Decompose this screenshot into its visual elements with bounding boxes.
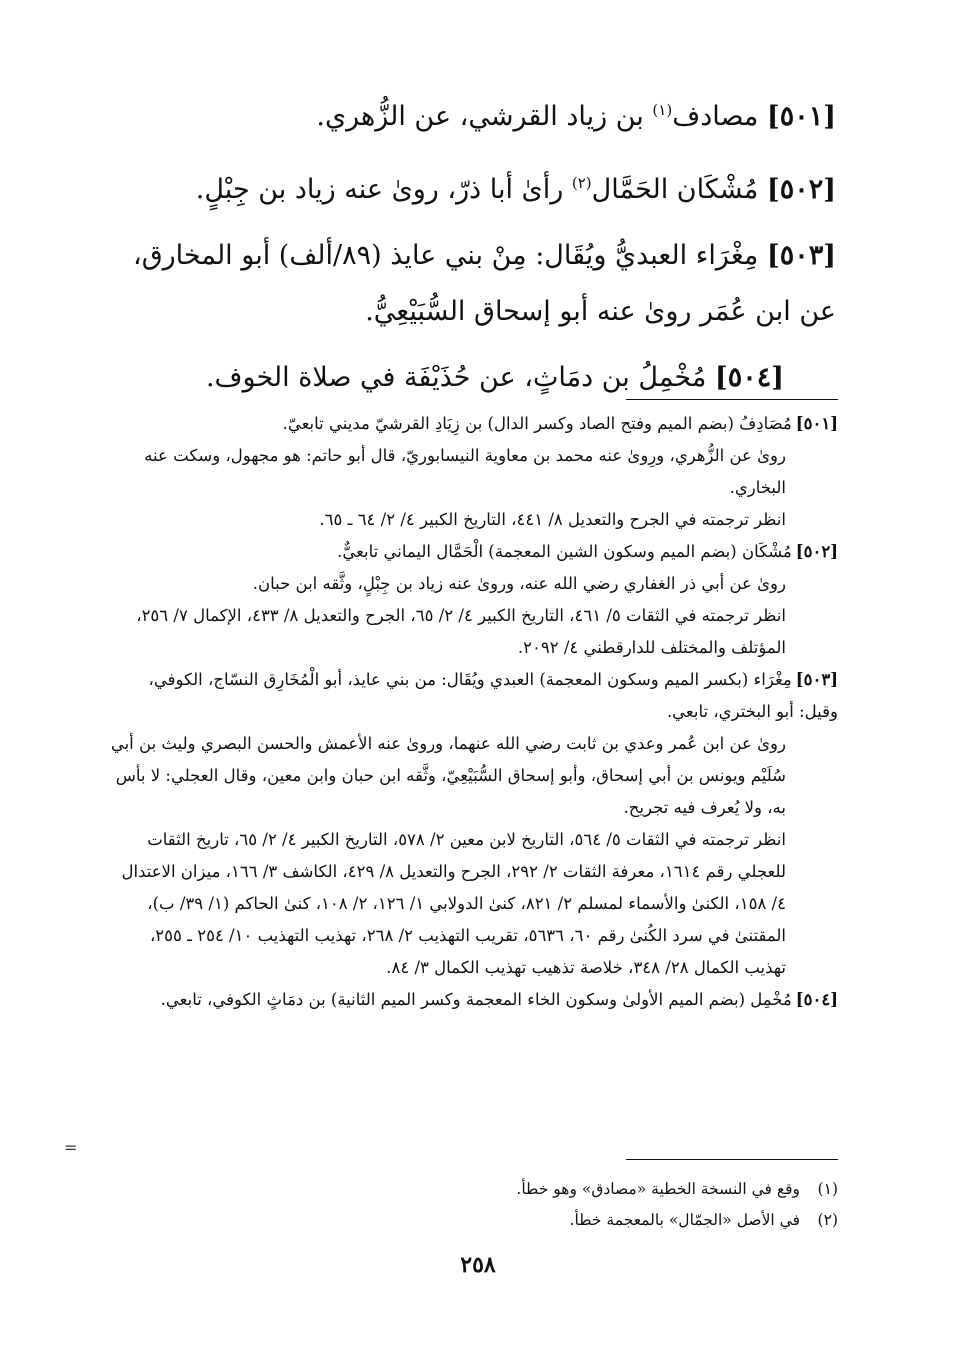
commentary-paragraph: روىٰ عن الزُّهري، ورِوىٰ عنه محمد بن معاوية النيسابوريّ، قال أبو حاتم: هو مجهول، وسكت عنه البخاري. bbox=[144, 446, 786, 497]
main-entry-501 bbox=[110, 82, 836, 145]
main-entry-503 bbox=[110, 228, 836, 340]
main-entry-504 bbox=[110, 350, 836, 406]
footnotes bbox=[300, 1174, 838, 1236]
footnote-text: وقع في النسخة الخطية «مصادق» وهو خطأ. bbox=[516, 1180, 800, 1198]
main-entry-502 bbox=[110, 155, 836, 218]
footnote-divider bbox=[626, 1159, 838, 1160]
entry-text-rest: رأىٰ أبا ذرّ، روىٰ عنه زياد بن جِبْلٍ. bbox=[195, 174, 572, 205]
commentary-paragraph: روىٰ عن ابن عُمر وعدي بن ثابت رضي الله عنهما، وروىٰ عنه الأعمش والحسن البصري وليث بن أبي سُلَيْم ويونس بن أبي إسحاق، وأبو إسحاق السُّبَيْعِيّ، وثَّقه ابن حبان وابن معين، وقال العجلي: لا بأس به، ولا يُعرف فيه تجريح. bbox=[110, 734, 786, 817]
commentary-divider bbox=[626, 399, 838, 400]
entry-number: [٥٠١] bbox=[795, 414, 838, 433]
entry-number: [٥٠٤] bbox=[714, 362, 784, 393]
commentary-entry-504 bbox=[110, 984, 838, 1016]
entry-text: مصادف bbox=[672, 101, 759, 132]
entry-number: [٥٠٣] bbox=[766, 240, 836, 271]
entry-text-rest: بن زياد القرشي، عن الزُّهري. bbox=[316, 101, 653, 132]
footnote-text: في الأصل «الجمّال» بالمعجمة خطأ. bbox=[569, 1211, 800, 1229]
entry-number: [٥٠٣] bbox=[795, 670, 838, 689]
commentary-head bbox=[110, 984, 838, 1016]
entry-text: مُشْكَان الحَمَّال bbox=[591, 174, 759, 205]
commentary-head-text: مُشْكَان (بضم الميم وسكون الشين المعجمة) الْحَمَّال اليماني تابعيٌّ. bbox=[337, 542, 792, 561]
footnote-1 bbox=[300, 1174, 838, 1205]
footnote-ref: (٢) bbox=[571, 174, 592, 192]
continuation-mark: = bbox=[64, 1138, 78, 1157]
commentary-paragraph: روىٰ عن أبي ذر الغفاري رضي الله عنه، وروىٰ عنه زياد بن جِبْلٍ، وثَّقه ابن حبان. bbox=[252, 574, 786, 593]
entry-number: [٥٠٤] bbox=[795, 990, 838, 1009]
entry-text: مُخْمِلُ بن دمَاثٍ، عن حُذَيْفَة في صلاة الخوف. bbox=[205, 362, 707, 393]
footnote-ref: (١) bbox=[652, 101, 673, 119]
commentary-paragraph: انظر ترجمته في الثقات ٥/ ٥٦٤، التاريخ لابن معين ٢/ ٥٧٨، التاريخ الكبير ٤/ ٢/ ٦٥، تاريخ الثقات للعجلي رقم ١٦١٤، معرفة الثقات ٢/ ٢٩٢، الجرح والتعديل ٨/ ٤٢٩، الكاشف ٣/ ١٦٦، ميزان الاعتدال ٤/ ١٥٨، الكنىٰ والأسماء لمسلم ٢/ ٨٢١، كنىٰ الدولابي ١/ ١٢٦، ٢/ ١٠٨، كنىٰ الحاكم (١/ ٣٩/ ب)، المقتنىٰ في سرد الكُنىٰ رقم ٦٠، ٥٦٣٦، تقريب التهذيب ٢/ ٢٦٨، تهذيب التهذيب ١٠/ ٢٥٤ ـ ٢٥٥، تهذيب الكمال ٢٨/ ٣٤٨، خلاصة تذهيب تهذيب الكمال ٣/ ٨٤. bbox=[121, 830, 786, 977]
commentary-head bbox=[110, 664, 838, 728]
commentary-paragraph: انظر ترجمته في الثقات ٥/ ٤٦١، التاريخ الكبير ٤/ ٢/ ٦٥، الجرح والتعديل ٨/ ٤٣٣، الإكمال ٧/ ٢٥٦، المؤتلف والمختلف للدارقطني ٤/ ٢٠٩٢. bbox=[136, 606, 786, 657]
footnote-number: (١) bbox=[817, 1180, 838, 1198]
commentary-head-text: مُصَادِفُ (بضم الميم وفتح الصاد وكسر الدال) بن زِيَادِ القرشيّ مديني تابعيّ. bbox=[282, 414, 792, 433]
commentary-entry-502 bbox=[110, 536, 838, 664]
commentary-head-text: مُخْمِل (بضم الميم الأولىٰ وسكون الخاء المعجمة وكسر الميم الثانية) بن دمَاثٍ الكوفي، تابعي. bbox=[160, 990, 792, 1009]
entry-number: [٥٠٢] bbox=[795, 542, 838, 561]
commentary-head bbox=[110, 408, 838, 440]
commentary-entry-503 bbox=[110, 664, 838, 984]
entry-number: [٥٠١] bbox=[766, 101, 836, 132]
page-number: ٢٥٨ bbox=[460, 1252, 496, 1278]
commentary-head bbox=[110, 536, 838, 568]
commentary-head-text: مِغْرَاء (بكسر الميم وسكون المعجمة) العبدي ويُقَال: من بني عايذ، أبو الْمُخَارِق النسّاج، الكوفي، وقيل: أبو البختري، تابعي. bbox=[148, 670, 838, 721]
commentary-section bbox=[110, 408, 838, 1016]
entry-text: مِغْرَاء العبديُّ ويُقَال: مِنْ بني عايذ (٨٩/ألف) أبو المخارق، عن ابن عُمَر روىٰ عنه أبو إسحاق السُّبَيْعِيُّ. bbox=[132, 240, 836, 327]
footnote-number: (٢) bbox=[817, 1211, 838, 1229]
commentary-paragraph: انظر ترجمته في الجرح والتعديل ٨/ ٤٤١، التاريخ الكبير ٤/ ٢/ ٦٤ ـ ٦٥. bbox=[319, 510, 786, 529]
entry-number: [٥٠٢] bbox=[766, 174, 836, 205]
main-text bbox=[110, 82, 836, 416]
commentary-entry-501 bbox=[110, 408, 838, 536]
footnote-2 bbox=[300, 1205, 838, 1236]
